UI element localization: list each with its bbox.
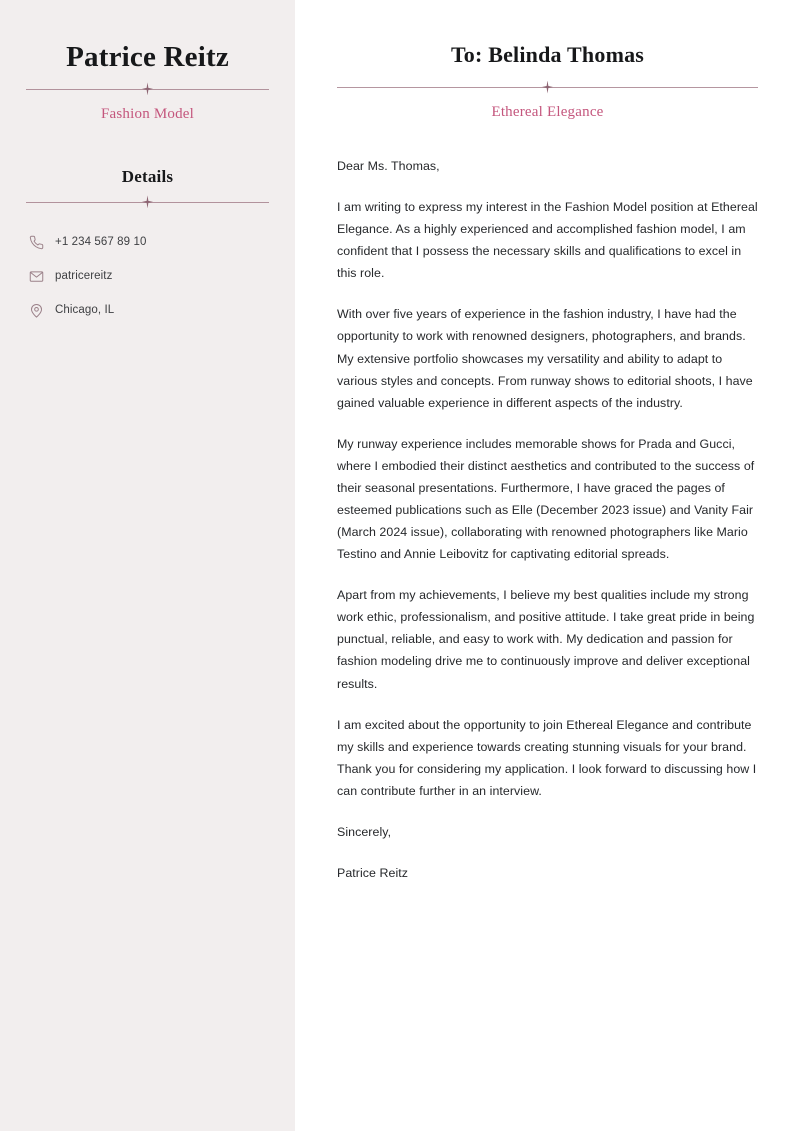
star-ornament-icon — [142, 82, 153, 95]
email-icon — [28, 268, 45, 285]
letter-paragraph-2: With over five years of experience in the fashion industry, I have had the opportunity to work with renowned designers, photographers, and brands. My extensive portfolio showcases my versatility and ability to adapt to various styles and concepts. From runway shows to editorial shoots, I have gained valuable experience in different aspects of the industry. — [337, 307, 753, 410]
location-pin-icon — [28, 302, 45, 319]
contact-item-phone — [28, 234, 271, 251]
closing: Sincerely, — [337, 824, 392, 839]
contact-value-location: Chicago, IL — [55, 304, 115, 317]
contact-item-location — [28, 302, 271, 319]
name-divider — [26, 83, 269, 95]
details-heading: Details — [121, 166, 174, 186]
letter-content — [337, 155, 758, 884]
letter-paragraph-1: I am writing to express my interest in the Fashion Model position at Ethereal Elegance. As a highly experienced and accomplished fashion model, I am confident that I possess the necessary skills and qualifications to excel in this role. — [337, 200, 758, 281]
contact-value-phone: +1 234 567 89 10 — [55, 236, 147, 249]
star-ornament-icon — [142, 195, 153, 208]
candidate-job-title: Fashion Model — [100, 105, 195, 122]
signature: Patrice Reitz — [337, 866, 409, 881]
letter-paragraph-3: My runway experience includes memorable shows for Prada and Gucci, where I embodied their distinct aesthetics and contributed to the success of their seasonal presentations. Furthermore, I have graced the pages of esteemed publications such as Elle (December 2023 issue) and Vanity Fair (March 2024 issue), collaborating with renowned photographers like Mario Testino and Annie Leibovitz for captivating editorial spreads. — [337, 436, 755, 562]
phone-icon — [28, 234, 45, 251]
recipient-heading: To: Belinda Thomas — [450, 42, 645, 67]
letter-paragraph-4: Apart from my achievements, I believe my best qualities include my strong work ethic, professionalism, and positive attitude. I take great pride in being punctual, reliable, and easy to work with. My dedication and passion for fashion modeling drive me to continuously improve and deliver exceptional results. — [337, 588, 755, 691]
contact-value-email: patricereitz — [55, 270, 113, 283]
company-name: Ethereal Elegance — [491, 104, 604, 120]
contact-item-email — [28, 268, 271, 285]
recipient-divider — [337, 81, 758, 93]
details-divider — [26, 196, 269, 208]
star-ornament-icon — [542, 81, 553, 94]
letter-body — [295, 0, 800, 1131]
salutation: Dear Ms. Thomas, — [337, 159, 440, 173]
contact-list — [24, 234, 271, 319]
sidebar — [0, 0, 295, 1131]
candidate-name: Patrice Reitz — [66, 41, 229, 73]
letter-paragraph-5: I am excited about the opportunity to join Ethereal Elegance and contribute my skills and experience towards creating stunning visuals for your brand. Thank you for considering my application. I look forward to discussing how I can contribute further in an interview. — [337, 717, 757, 798]
